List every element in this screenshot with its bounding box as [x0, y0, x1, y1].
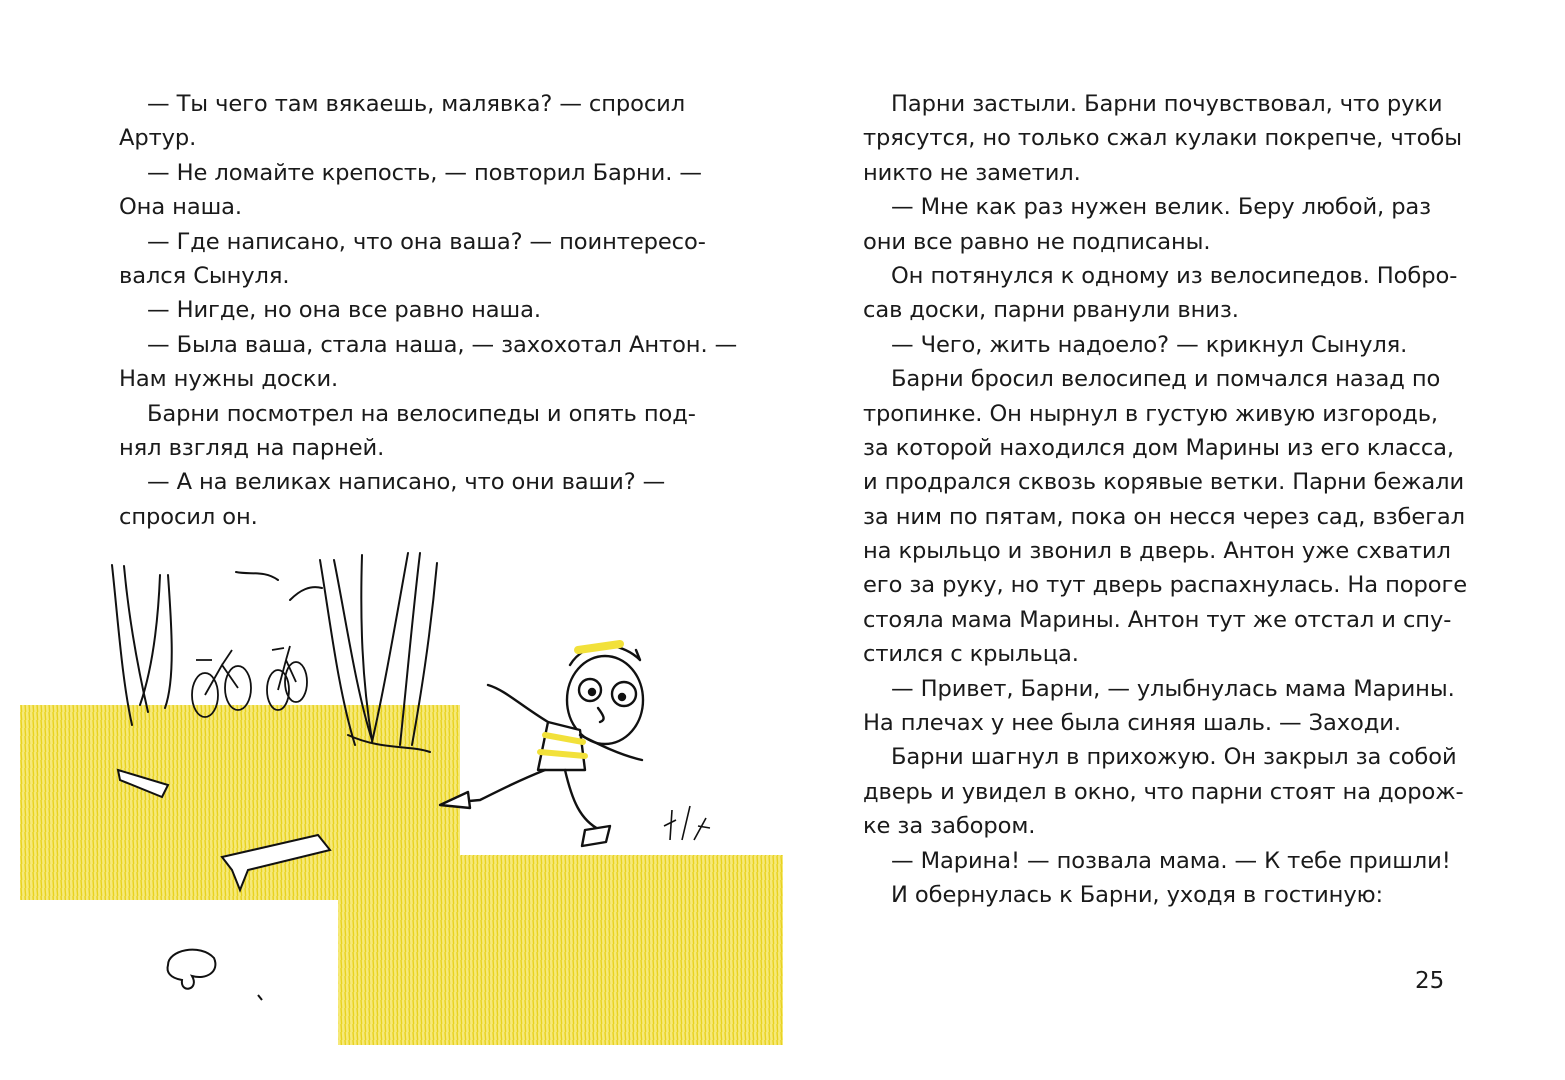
text-line: никто не заметил. [863, 159, 1081, 186]
small-shrub [664, 806, 710, 840]
text-line: — Была ваша, стала наша, — захохотал Антон. — [147, 331, 738, 358]
yellow-grass-area [20, 705, 783, 1045]
text-line: — Ты чего там вякаешь, малявка? — спросил [147, 91, 686, 117]
text-line: — Марина! — позвала мама. — К тебе пришли! [891, 847, 1451, 874]
text-line: Барни шагнул в прихожую. Он закрыл за собой [891, 744, 1457, 771]
text-line: дверь и увидел в окно, что парни стоят на дорож- [863, 778, 1464, 805]
text-line: сав доски, парни рванули вниз. [863, 297, 1239, 324]
illustration-boy-running-in-woods [0, 540, 800, 1060]
text-line: — Чего, жить надоело? — крикнул Сынуля. [891, 331, 1408, 358]
text-line: — Привет, Барни, — улыбнулась мама Марины. [891, 675, 1455, 702]
text-line: Он потянулся к одному из велосипедов. Побро- [891, 262, 1458, 289]
text-line: Барни посмотрел на велосипеды и опять под- [147, 400, 696, 427]
text-line: На плечах у нее была синяя шаль. — Заходи. [863, 710, 1401, 737]
text-line: нял взгляд на парней. [119, 434, 385, 461]
text-line: за ним по пятам, пока он несся через сад, взбегал [863, 503, 1465, 530]
text-line: вался Сынуля. [119, 262, 290, 289]
text-line: И обернулась к Барни, уходя в гостиную: [891, 881, 1384, 908]
text-line: Артур. [119, 125, 197, 152]
text-line: трясутся, но только сжал кулаки покрепче, чтобы [863, 125, 1462, 152]
text-line: — Где написано, что она ваша? — поинтересо- [147, 228, 706, 255]
text-line: — Не ломайте крепость, — повторил Барни. — [147, 159, 702, 186]
text-line: — А на великах написано, что они ваши? — [147, 469, 666, 496]
text-line: Барни бросил велосипед и помчался назад по [891, 366, 1441, 393]
text-line: — Мне как раз нужен велик. Беру любой, раз [891, 194, 1432, 221]
page-number: 25 [1415, 968, 1445, 994]
text-line: они все равно не подписаны. [863, 228, 1211, 255]
right-page [782, 0, 1565, 1080]
running-boy [440, 644, 643, 846]
text-line: на крыльцо и звонил в дверь. Антон уже схватил [863, 538, 1451, 565]
text-line: — Нигде, но она все равно наша. [147, 297, 541, 324]
text-line: ке за забором. [863, 813, 1036, 840]
right-page-text [863, 87, 1468, 912]
text-line: и продрался сквозь корявые ветки. Парни бежали [863, 469, 1465, 496]
left-page-text [119, 87, 738, 534]
text-line: Парни застыли. Барни почувствовал, что руки [891, 91, 1443, 117]
text-line: спросил он. [119, 503, 258, 530]
text-line: стояла мама Марины. Антон тут же отстал и спу- [863, 606, 1452, 633]
text-line: его за руку, но тут дверь распахнулась. На пороге [863, 572, 1468, 599]
text-line: тропинке. Он нырнул в густую живую изгородь, [863, 400, 1439, 427]
stone [168, 950, 216, 989]
text-line: стился с крыльца. [863, 641, 1079, 668]
text-line: Она наша. [119, 194, 243, 221]
left-page [0, 0, 782, 1080]
text-line: за которой находился дом Марины из его класса, [863, 434, 1454, 461]
text-line: Нам нужны доски. [119, 366, 339, 393]
